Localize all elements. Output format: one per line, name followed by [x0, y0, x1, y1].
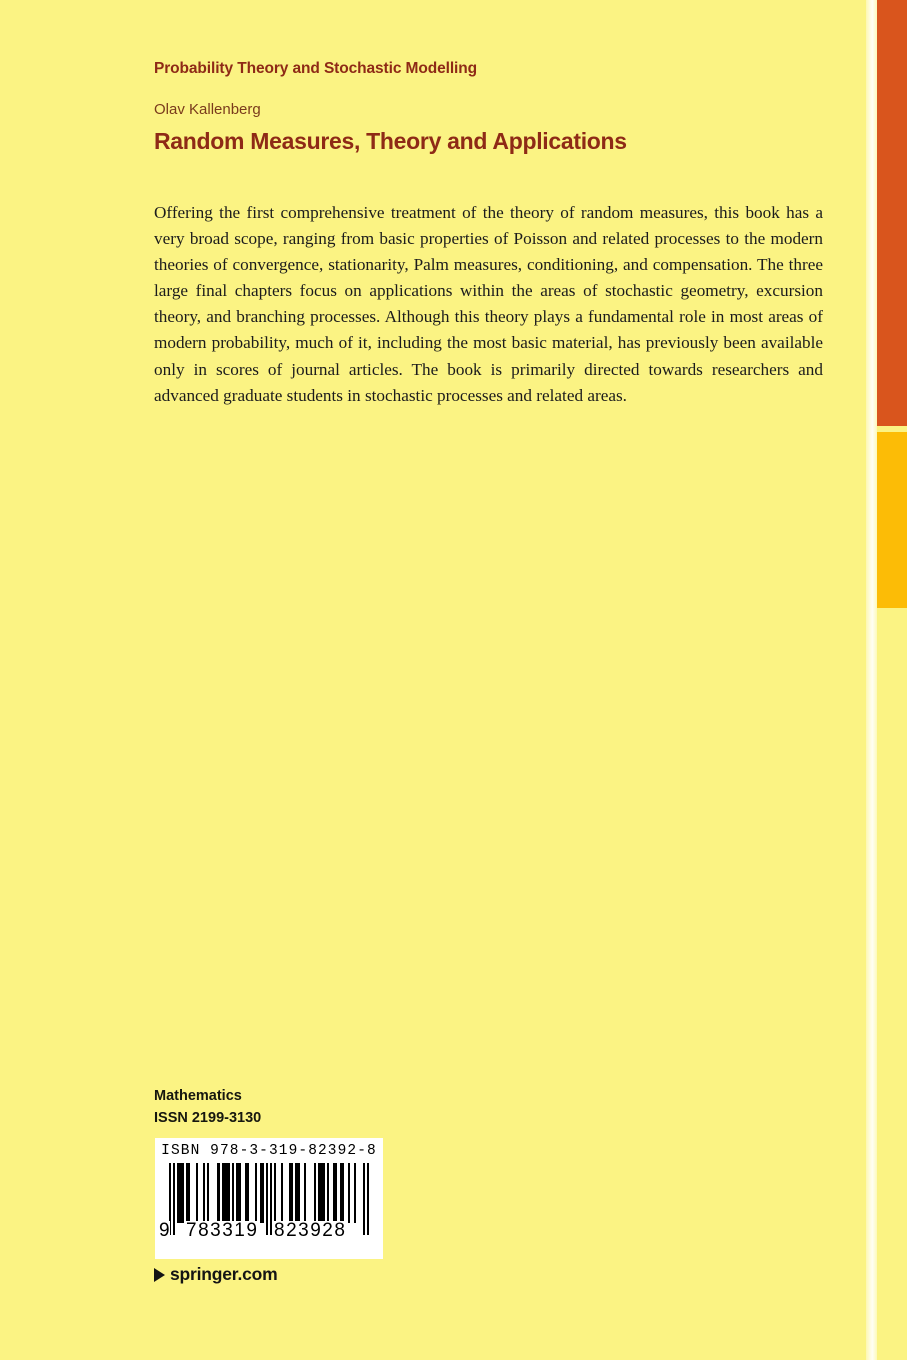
barcode-bar — [245, 1163, 249, 1223]
barcode-bar — [207, 1163, 209, 1223]
series-title: Probability Theory and Stochastic Modelling — [154, 60, 477, 77]
barcode-bar — [196, 1163, 198, 1223]
play-triangle-icon — [154, 1268, 165, 1282]
isbn-text: ISBN 978-3-319-82392-8 — [161, 1143, 377, 1159]
barcode-bar — [333, 1163, 337, 1223]
spine-band-orange — [877, 0, 907, 426]
barcode-bar — [354, 1163, 356, 1223]
barcode-bar — [186, 1163, 190, 1223]
barcode-digit-group: 9 — [159, 1220, 170, 1241]
spine-band-base — [877, 612, 907, 1360]
barcode-bar — [222, 1163, 230, 1223]
barcode-bar — [260, 1163, 264, 1223]
subject-category: Mathematics — [154, 1088, 242, 1104]
barcode-bar — [314, 1163, 316, 1223]
barcode-bar — [348, 1163, 350, 1223]
barcode-bar — [236, 1163, 240, 1223]
barcode-bar — [304, 1163, 306, 1223]
barcode-digit-group: 823928 — [274, 1220, 347, 1241]
cover-content — [154, 0, 824, 1360]
issn-label: ISSN 2199-3130 — [154, 1110, 262, 1126]
barcode-bar — [177, 1163, 183, 1223]
spine-band-yellow — [877, 432, 907, 608]
barcode-bar — [255, 1163, 257, 1223]
isbn-barcode — [155, 1138, 383, 1259]
barcode-digits — [159, 1220, 369, 1241]
publisher-logo[interactable] — [154, 1264, 278, 1285]
barcode-bar — [318, 1163, 324, 1223]
barcode-bar — [274, 1163, 276, 1223]
barcode-bar — [289, 1163, 293, 1223]
back-cover-blurb: Offering the first comprehensive treatment of the theory of random measures, this book has a very broad scope, ranging from basic properties of Poisson and related processes to the modern theories of convergence, stationarity, Palm measures, conditioning, and compensation. The three large final chapters focus on applications within the areas of stochastic geometry, excursion theory, and branching processes. Although this theory plays a fundamental role in most areas of modern probability, much of it, including the most basic material, has previously been available only in scores of journal articles. The book is primarily directed towards researchers and advanced graduate students in stochastic processes and related areas. — [154, 203, 823, 405]
barcode-bar — [340, 1163, 344, 1223]
barcode-bar — [281, 1163, 283, 1223]
author-name: Olav Kallenberg — [154, 101, 261, 118]
book-title: Random Measures, Theory and Applications — [154, 128, 627, 154]
barcode-bar — [327, 1163, 329, 1223]
spine-gutter — [866, 0, 877, 1360]
barcode-bar — [295, 1163, 299, 1223]
barcode-bar — [217, 1163, 219, 1223]
barcode-digit-group: 783319 — [186, 1220, 259, 1241]
barcode-bar — [232, 1163, 234, 1223]
barcode-bar — [203, 1163, 205, 1223]
publisher-name: springer.com — [170, 1264, 278, 1284]
